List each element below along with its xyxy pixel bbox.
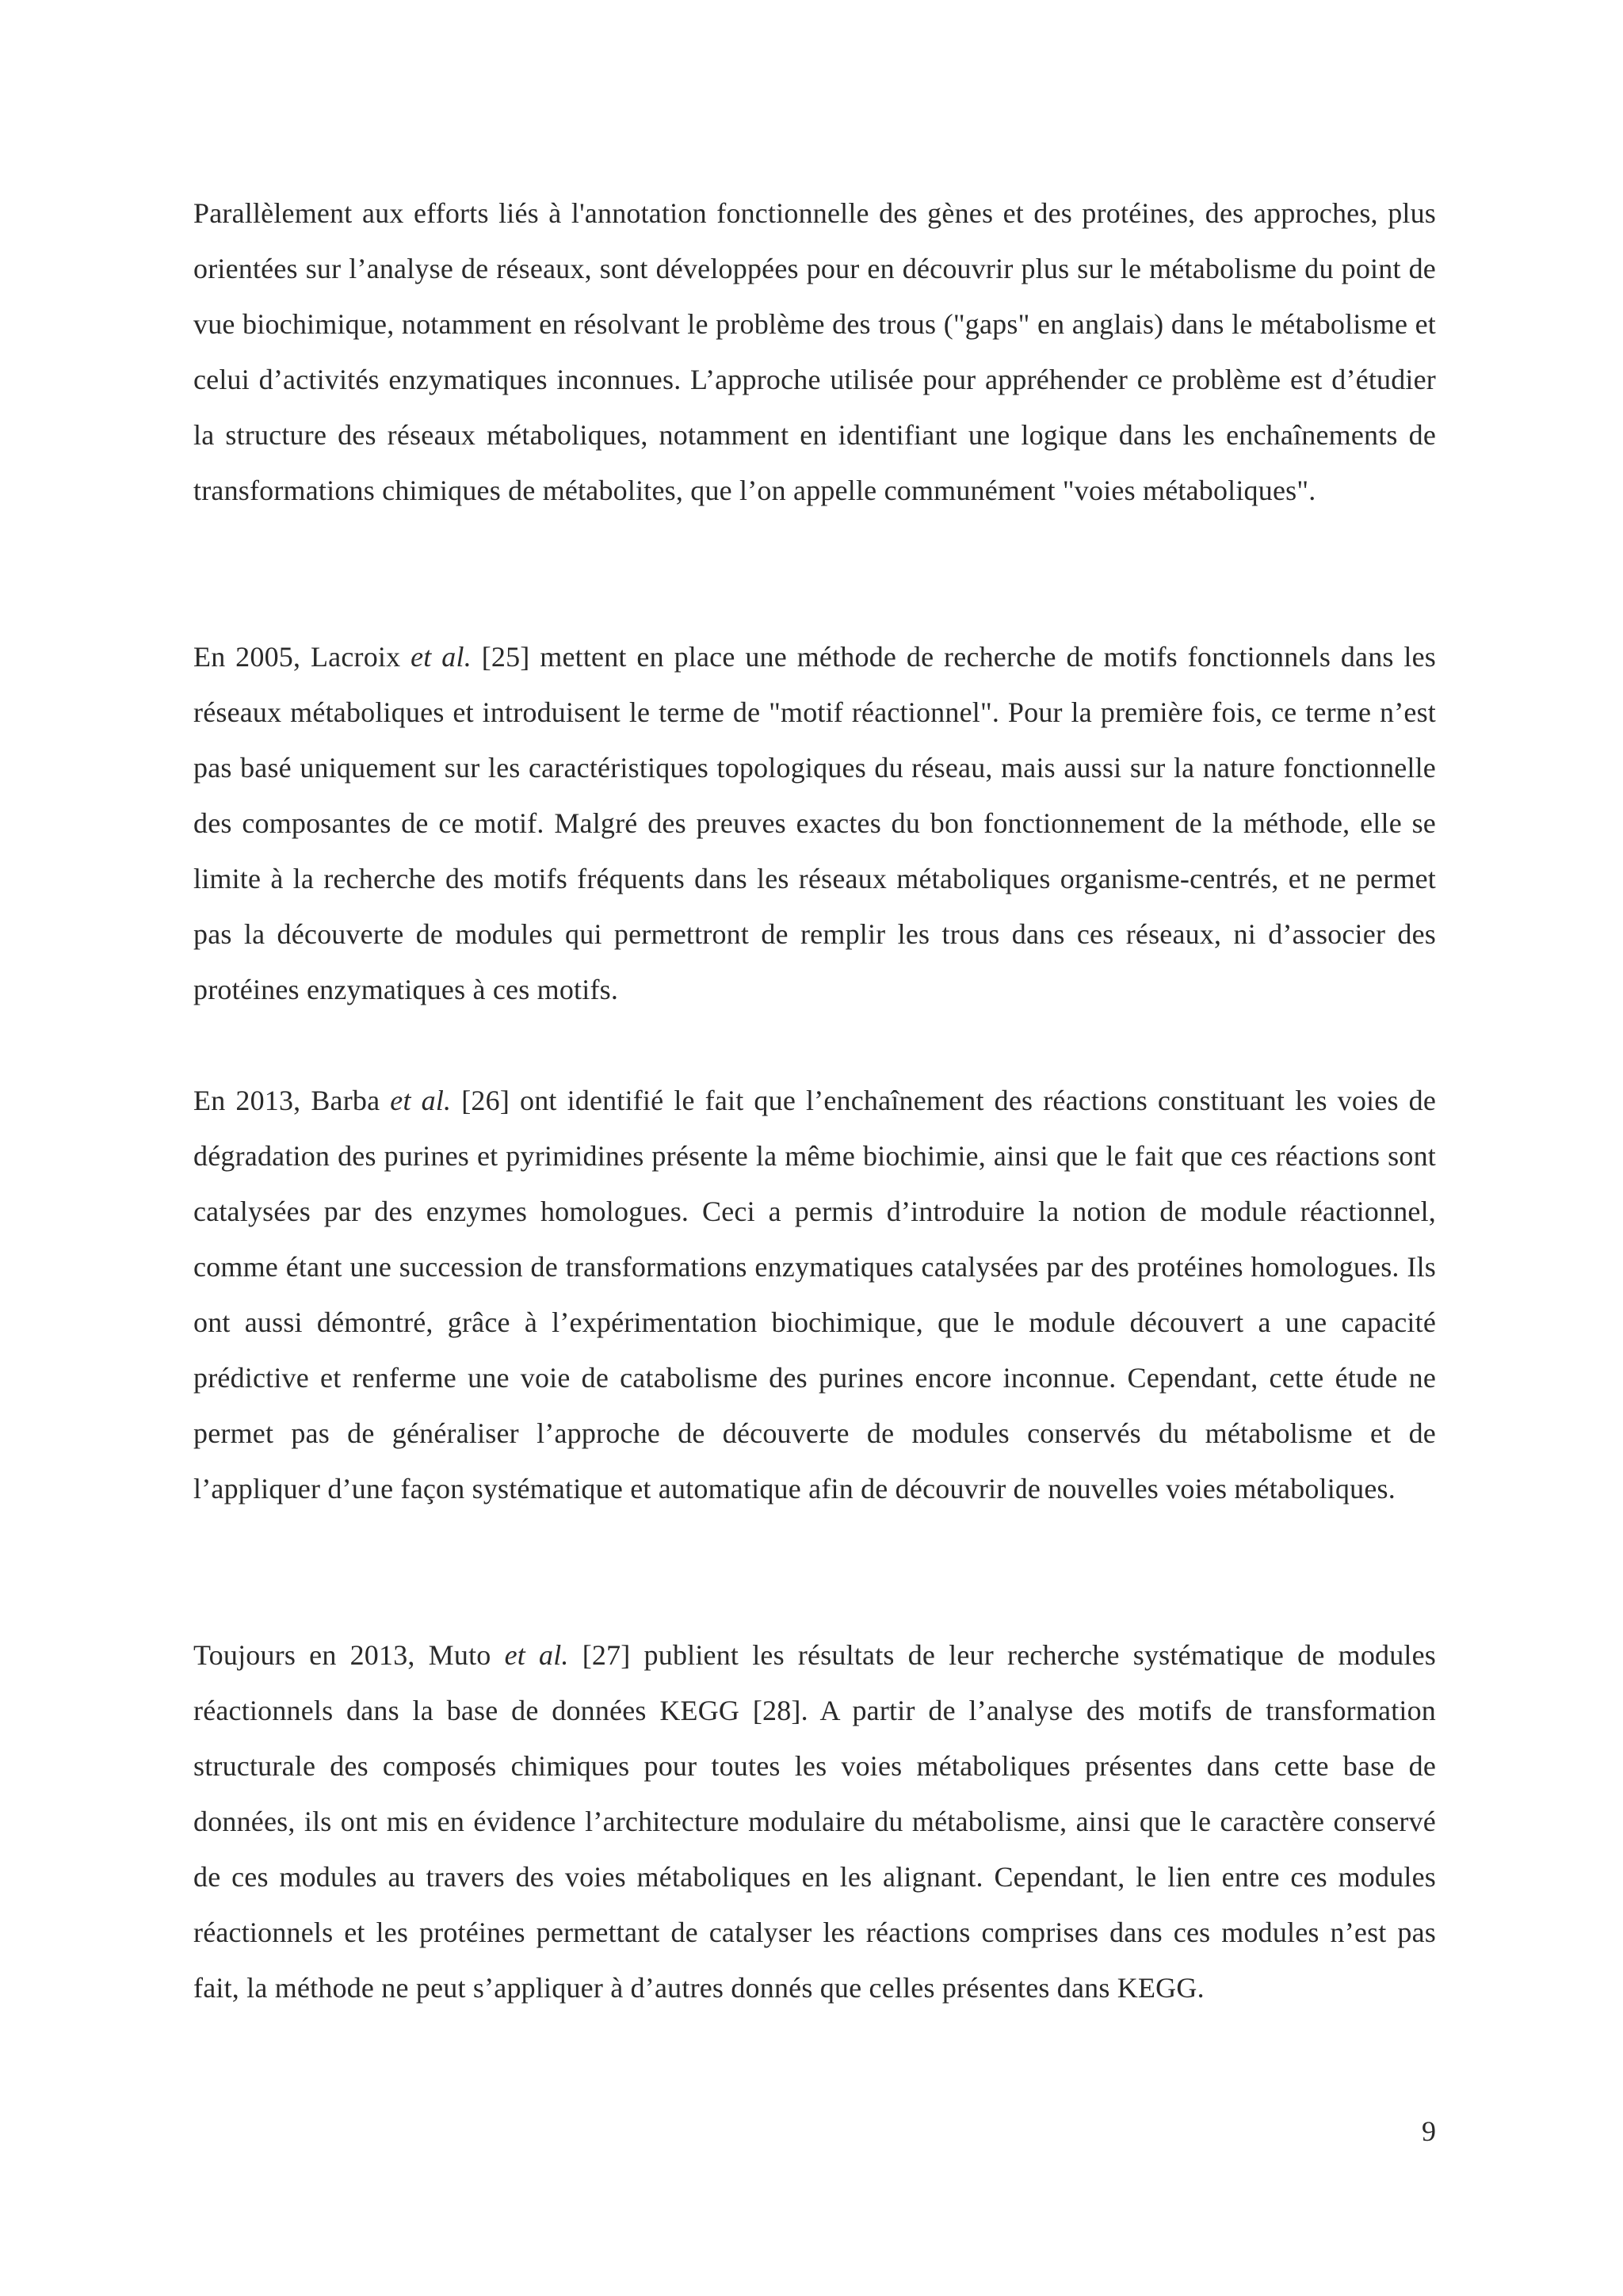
paragraph-lacroix-2005 [193, 629, 1436, 1017]
paragraph-text-start: En 2013, Barba [193, 1085, 391, 1116]
page-number: 9 [1422, 2115, 1436, 2147]
paragraph-text-start: En 2005, Lacroix [193, 641, 411, 673]
paragraph-text-rest: [27] publient les résultats de leur recherche systématique de modules réactionnels dans la base de données KEGG [28]. A partir de l’analyse des motifs de transformation structurale des composés chimiques pour toutes les voies métaboliques présentes dans cette base de données, ils ont mis en évidence l’architecture modulaire du métabolisme, ainsi que le caractère conservé de ces modules au travers des voies métaboliques en les alignant. Cependant, le lien entre ces modules réactionnels et les protéines permettant de catalyser les réactions comprises dans ces modules n’est pas fait, la méthode ne peut s’appliquer à d’autres donnés que celles présentes dans KEGG. [193, 1639, 1437, 2004]
paragraph-text-rest: [26] ont identifié le fait que l’enchaînement des réactions constituant les voies de dégradation des purines et pyrimidines présente la même biochimie, ainsi que le fait que ces réactions sont catalysées par des enzymes homologues. Ceci a permis d’introduire la notion de module réactionnel, comme étant une succession de transformations enzymatiques catalysées par des protéines homologues. Ils ont aussi démontré, grâce à l’expérimentation biochimique, que le module découvert a une capacité prédictive et renferme une voie de catabolisme des purines encore inconnue. Cependant, cette étude ne permet pas de généraliser l’approche de découverte de modules conservés du métabolisme et de l’appliquer d’une façon systématique et automatique afin de découvrir de nouvelles voies métaboliques. [193, 1085, 1437, 1505]
et-al-italic: et al. [504, 1639, 569, 1671]
paragraph-parallel-efforts [193, 185, 1436, 518]
et-al-italic: et al. [411, 641, 472, 673]
paragraph-text-start: Toujours en 2013, Muto [193, 1639, 505, 1671]
paragraph-text-rest: [25] mettent en place une méthode de recherche de motifs fonctionnels dans les réseaux métaboliques et introduisent le terme de "motif réactionnel". Pour la première fois, ce terme n’est pas basé uniquement sur les caractéristiques topologiques du réseau, mais aussi sur la nature fonctionnelle des composantes de ce motif. Malgré des preuves exactes du bon fonctionnement de la méthode, elle se limite à la recherche des motifs fréquents dans les réseaux métaboliques organisme-centrés, et ne permet pas la découverte de modules qui permettront de remplir les trous dans ces réseaux, ni d’associer des protéines enzymatiques à ces motifs. [193, 641, 1437, 1005]
et-al-italic: et al. [390, 1085, 452, 1116]
paragraph-barba-2013 [193, 1073, 1436, 1516]
paragraph-muto-2013 [193, 1627, 1436, 2016]
paragraph-text: Parallèlement aux efforts liés à l'annotation fonctionnelle des gènes et des protéines, des approches, plus orientées sur l’analyse de réseaux, sont développées pour en découvrir plus sur le métabolisme du point de vue biochimique, notamment en résolvant le problème des trous ("gaps" en anglais) dans le métabolisme et celui d’activités enzymatiques inconnues. L’approche utilisée pour appréhender ce problème est d’étudier la structure des réseaux métaboliques, notamment en identifiant une logique dans les enchaînements de transformations chimiques de métabolites, que l’on appelle communément "voies métaboliques". [193, 197, 1436, 506]
